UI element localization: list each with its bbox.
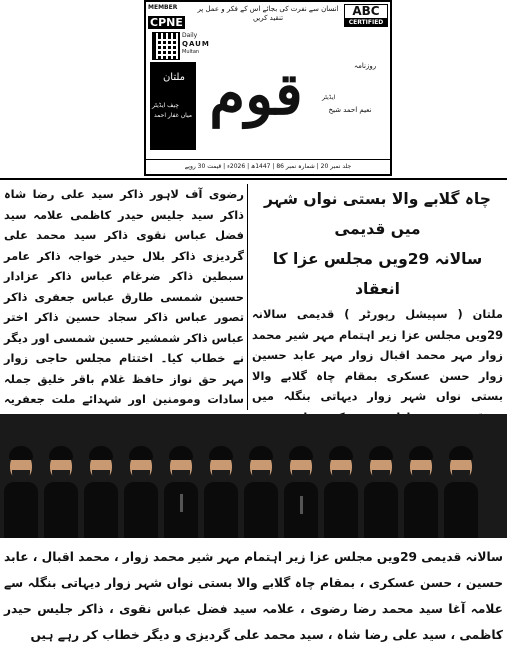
speaker-figure	[4, 442, 38, 538]
speaker-figure	[284, 442, 318, 538]
speaker-figure	[404, 442, 438, 538]
masthead-tagline: انسان سے نفرت کی بجائے اس کے فکر و عمل پر تنقید کریں	[197, 5, 339, 22]
headline-line-2: سالانہ 29ویں مجلس عزا کا انعقاد	[272, 250, 483, 298]
article-right-column	[252, 184, 503, 410]
chief-editor-label: چیف ایڈیٹر	[152, 102, 179, 109]
chief-editor-name: میاں غفار احمد	[154, 112, 192, 119]
speaker-figure	[324, 442, 358, 538]
masthead-dateline: جلد نمبر 20 | شمارہ نمبر 86 | 1447ھ | 2026ء | قیمت 30 روپے	[146, 159, 390, 174]
multan-english-label: Multan	[182, 49, 200, 55]
article-body-left: رضوی آف لاہور ذاکر سید علی رضا شاہ ذاکر سید جلیس حیدر کاظمی علامہ سید فضل عباس نقوی ذاکر سید محمد علی گردیزی ذاکر بلال حیدر خواجہ ذاکر عامر سبطین ذاکر ضرغام عباس ذاکر عزادار حسین شمسی طارق عباس جعفری ذاکر تصور عباس ذاکر سجاد حسین ذاکر اختر عباس ذاکر شمشیر حسین شمسی اور دیگر نے خطاب کیا۔ اختتام مجلس حاجی زوار مہر حق نواز حافظ غلام باقر خلیق جملہ سادات ومومنین اور شہدائے ملت جعفریہ	[4, 187, 244, 406]
abc-certified-badge	[344, 4, 388, 27]
majlis-photo	[0, 414, 507, 538]
speaker-figure	[444, 442, 478, 538]
speaker-figure	[44, 442, 78, 538]
speaker-figure	[84, 442, 118, 538]
multan-urdu-label: ملتان	[162, 72, 186, 83]
editor-label: ایڈیٹر	[322, 94, 336, 101]
editor-name: نعیم احمد شیخ	[328, 106, 372, 114]
microphone-icon	[180, 494, 183, 512]
headline-line-1: چاہ گلابے والا بستی نواں شہر میں قدیمی	[264, 190, 491, 238]
top-divider	[0, 178, 507, 180]
speaker-figure	[164, 442, 198, 538]
qaum-logo: قوم	[209, 60, 303, 128]
newspaper-masthead	[144, 0, 392, 176]
qr-code-icon	[152, 32, 180, 60]
cpne-logo: CPNE	[150, 16, 183, 29]
speaker-figure	[244, 442, 278, 538]
column-divider	[247, 184, 248, 410]
article-body-right: ملتان ( سپیشل رپورٹر ) قدیمی سالانہ 29ویں مجلس عزا زیر اہتمام مہر شیر محمد زوار مہر محمد اقبال زوار مہر عابد حسین زوار حسن عسکری بمقام چاہ گلابے والا بستی نواں شہر زوار دیہاتی بنگلہ میں	[252, 307, 503, 403]
speaker-figure	[124, 442, 158, 538]
microphone-icon	[300, 496, 303, 514]
abc-logo: ABC	[344, 4, 388, 19]
qaum-english-title: QAUM	[182, 40, 210, 48]
roznama-label: روزنامہ	[354, 62, 377, 70]
photo-caption: سالانہ قدیمی 29ویں مجلس عزا زیر اہتمام مہر شیر محمد زوار ، محمد اقبال ، عابد حسین ، حسن عسکری ، بمقام چاہ گلابے والا بستی نواں شہر زوار دیہاتی بنگلہ سے علامہ آغا سید محمد رضا رضوی ، علامہ سید فضل عباس نقوی ، ذاکر جلیس حیدر کاظمی ، سید علی رضا شاہ ، سید محمد علی گردیزی و دیگر خطاب کر رہے ہیں	[4, 550, 504, 642]
daily-label: Daily	[182, 32, 198, 39]
certified-label: CERTIFIED	[344, 19, 388, 27]
member-label: MEMBER	[148, 4, 178, 11]
speaker-figure	[204, 442, 238, 538]
cpne-member-badge	[148, 4, 190, 30]
speaker-figure	[364, 442, 398, 538]
